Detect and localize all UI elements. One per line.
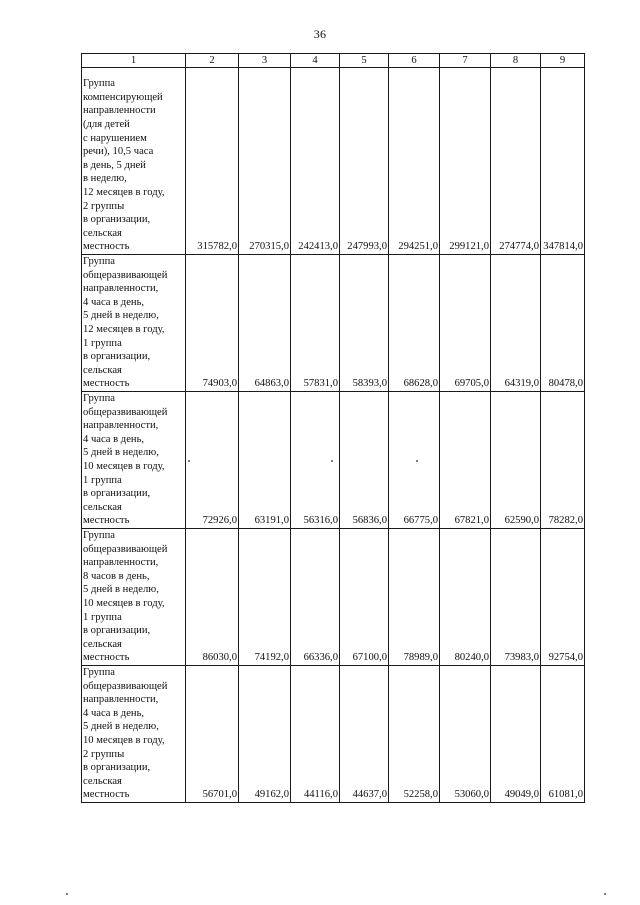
column-header: 4 [291, 54, 340, 68]
value-cell: 78282,0 [541, 392, 585, 529]
value-cell: 294251,0 [389, 68, 440, 255]
value-cell: 67100,0 [340, 529, 389, 666]
table-body [82, 54, 585, 803]
column-header: 9 [541, 54, 585, 68]
value-cell: 63191,0 [239, 392, 291, 529]
tariff-table [81, 53, 585, 803]
value-cell: 73983,0 [491, 529, 541, 666]
row-label: Группа общеразвивающей направленности, 4 часа в день, 5 дней в неделю, 10 месяцев в году, 2 группы в организации, сельская местность [82, 666, 186, 803]
value-cell: 74192,0 [239, 529, 291, 666]
value-cell: 67821,0 [440, 392, 491, 529]
value-cell: 64319,0 [491, 255, 541, 392]
table-row [82, 666, 585, 803]
column-header: 8 [491, 54, 541, 68]
value-cell: 86030,0 [186, 529, 239, 666]
value-cell: 270315,0 [239, 68, 291, 255]
value-cell: 78989,0 [389, 529, 440, 666]
column-header: 2 [186, 54, 239, 68]
value-cell: 299121,0 [440, 68, 491, 255]
value-cell: 44116,0 [291, 666, 340, 803]
value-cell: 58393,0 [340, 255, 389, 392]
value-cell: 56836,0 [340, 392, 389, 529]
value-cell: 315782,0 [186, 68, 239, 255]
value-cell: 80240,0 [440, 529, 491, 666]
value-cell: 49162,0 [239, 666, 291, 803]
value-cell: 72926,0 [186, 392, 239, 529]
scan-speck [416, 460, 418, 462]
table-row [82, 529, 585, 666]
scan-speck [188, 460, 190, 462]
row-label: Группа общеразвивающей направленности, 4 часа в день, 5 дней в неделю, 12 месяцев в году, 1 группа в организации, сельская местность [82, 255, 186, 392]
value-cell: 80478,0 [541, 255, 585, 392]
page-number: 36 [313, 27, 327, 41]
row-label: Группа общеразвивающей направленности, 8 часов в день, 5 дней в неделю, 10 месяцев в году, 1 группа в организации, сельская местность [82, 529, 186, 666]
column-header: 5 [340, 54, 389, 68]
column-header: 3 [239, 54, 291, 68]
value-cell: 66775,0 [389, 392, 440, 529]
scan-speck [66, 893, 68, 895]
value-cell: 347814,0 [541, 68, 585, 255]
value-cell: 242413,0 [291, 68, 340, 255]
value-cell: 274774,0 [491, 68, 541, 255]
value-cell: 53060,0 [440, 666, 491, 803]
value-cell: 56701,0 [186, 666, 239, 803]
value-cell: 49049,0 [491, 666, 541, 803]
column-header: 1 [82, 54, 186, 68]
value-cell: 68628,0 [389, 255, 440, 392]
value-cell: 247993,0 [340, 68, 389, 255]
table-row [82, 255, 585, 392]
value-cell: 92754,0 [541, 529, 585, 666]
table-row [82, 68, 585, 255]
table-header-row [82, 54, 585, 68]
column-header: 6 [389, 54, 440, 68]
value-cell: 52258,0 [389, 666, 440, 803]
column-header: 7 [440, 54, 491, 68]
value-cell: 74903,0 [186, 255, 239, 392]
value-cell: 56316,0 [291, 392, 340, 529]
value-cell: 61081,0 [541, 666, 585, 803]
row-label: Группа компенсирующей направленности (для детей с нарушением речи), 10,5 часа в день, 5 дней в неделю, 12 месяцев в году, 2 группы в организации, сельская местность [82, 68, 186, 255]
value-cell: 62590,0 [491, 392, 541, 529]
value-cell: 44637,0 [340, 666, 389, 803]
scan-speck [331, 460, 333, 462]
value-cell: 57831,0 [291, 255, 340, 392]
value-cell: 66336,0 [291, 529, 340, 666]
row-label: Группа общеразвивающей направленности, 4 часа в день, 5 дней в неделю, 10 месяцев в году, 1 группа в организации, сельская местность [82, 392, 186, 529]
value-cell: 69705,0 [440, 255, 491, 392]
table-row [82, 392, 585, 529]
scan-speck [604, 893, 606, 895]
value-cell: 64863,0 [239, 255, 291, 392]
